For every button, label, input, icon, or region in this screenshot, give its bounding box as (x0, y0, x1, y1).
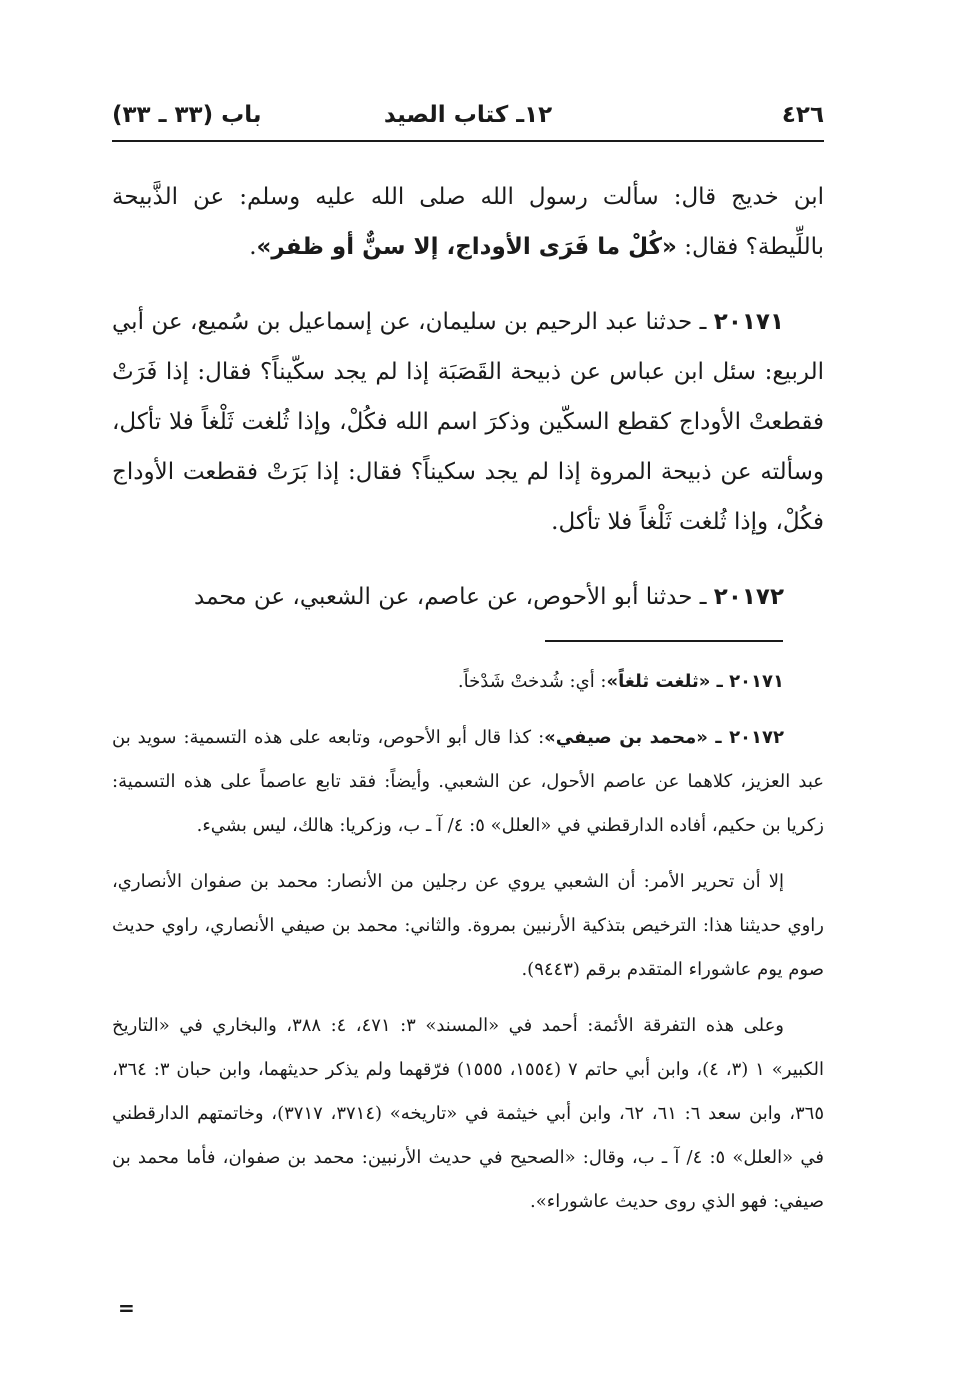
hadith-text: ـ حدثنا أبو الأحوص، عن عاصم، عن الشعبي، عن محمد (194, 584, 714, 610)
page-number: ٤٢٦ (781, 102, 824, 128)
footnote-paragraph (112, 860, 824, 992)
footnote-term: ـ «ثلغت ثلغاً» (606, 671, 730, 692)
footnote-text: إلا أن تحرير الأمر: أن الشعبي يروي عن رجلين من الأنصار: محمد بن صفوان الأنصاري، راوي حديثنا هذا: الترخيص بتذكية الأرنبين بمروة. والثاني: محمد بن صيفي الأنصاري، راوي حديث صوم يوم عاشوراء المتقدم برقم (٩٤٤٣). (112, 871, 824, 980)
footnote-paragraph (112, 1004, 824, 1224)
footnote-number: ٢٠١٧١ (729, 671, 784, 692)
footnote-text: : كذا قال أبو الأحوص، وتابعه على هذه التسمية: سويد بن عبد العزيز، كلاهما عن عاصم الأحول، عن الشعبي. وأيضاً: فقد تابع عاصماً على هذه التسمية: زكريا بن حكيم، أفاده الدارقطني في «العلل» ٥: ٤/ آ ـ ب، وزكريا: هالك، ليس بشيء. (112, 727, 824, 836)
section-title: باب (٣٣ ـ ٣٣) (112, 102, 262, 128)
paragraph-continuation (112, 172, 824, 272)
hadith-number: ٢٠١٧١ (713, 309, 784, 335)
main-text (112, 172, 824, 647)
footnote-number: ٢٠١٧٢ (729, 727, 784, 748)
footnote-text: وعلى هذه التفرقة الأئمة: أحمد في «المسند» ٣: ٤٧١، ٤: ٣٨٨، والبخاري في «التاريخ الكبير» ١ (٣، ٤)، وابن أبي حاتم ٧ (١٥٥٤، ١٥٥٥) فرّقهما ولم يذكر حديثهما، وابن حبان ٣: ٣٦٤، ٣٦٥، وابن سعد ٦: ٦١، ٦٢، وابن أبي خيثمة في «تاريخه» (٣٧١٤، ٣٧١٧)، وخاتمتهم الدارقطني في «العلل» ٥: ٤/ آ ـ ب، وقال: «الصحيح في حديث الأرنبين: محمد بن صفوان، فأما محمد بن صيفي: فهو الذي روى حديث عاشوراء». (112, 1015, 825, 1212)
footnote-text: : أي: شُدختْ شَدْخاً. (457, 671, 607, 692)
footnote-separator (545, 640, 783, 642)
hadith-number: ٢٠١٧٢ (713, 584, 784, 610)
paragraph-tail: . (249, 234, 257, 260)
hadith-quote: «كُلْ ما فَرَى الأوداج، إلا سنٌّ أو ظفر» (256, 234, 677, 260)
hadith-20171 (112, 297, 824, 547)
continuation-mark: = (118, 1296, 135, 1320)
hadith-20172 (112, 572, 824, 622)
footnote-20171 (112, 660, 824, 704)
footnote-20172 (112, 716, 824, 848)
footnote-term: ـ «محمد بن صيفي» (544, 727, 730, 748)
running-header (112, 100, 824, 142)
chapter-title: ١٢ـ كتاب الصيد (383, 102, 553, 128)
paragraph-text: ابن خديج قال: سألت رسول الله صلى الله عليه وسلم: عن الذَّبيحة باللِّيطة؟ فقال: (112, 184, 824, 260)
hadith-text: ـ حدثنا عبد الرحيم بن سليمان، عن إسماعيل بن سُميع، عن أبي الربيع: سئل ابن عباس عن ذبيحة القَصَبَة إذا لم يجد سكّيناً؟ فقال: إذا فَرَتْ فقطعتْ الأوداج كقطع السكّين وذكرَ اسم الله فكُلْ، وإذا ثُلغت ثَلْغاً فلا تأكل، وسألته عن ذبيحة المروة إذا لم يجد سكيناً؟ فقال: إذا بَرَتْ فقطعت الأوداج فكُلْ، وإذا ثُلغت ثَلْغاً فلا تأكل. (112, 309, 824, 535)
footnotes (112, 660, 824, 1236)
